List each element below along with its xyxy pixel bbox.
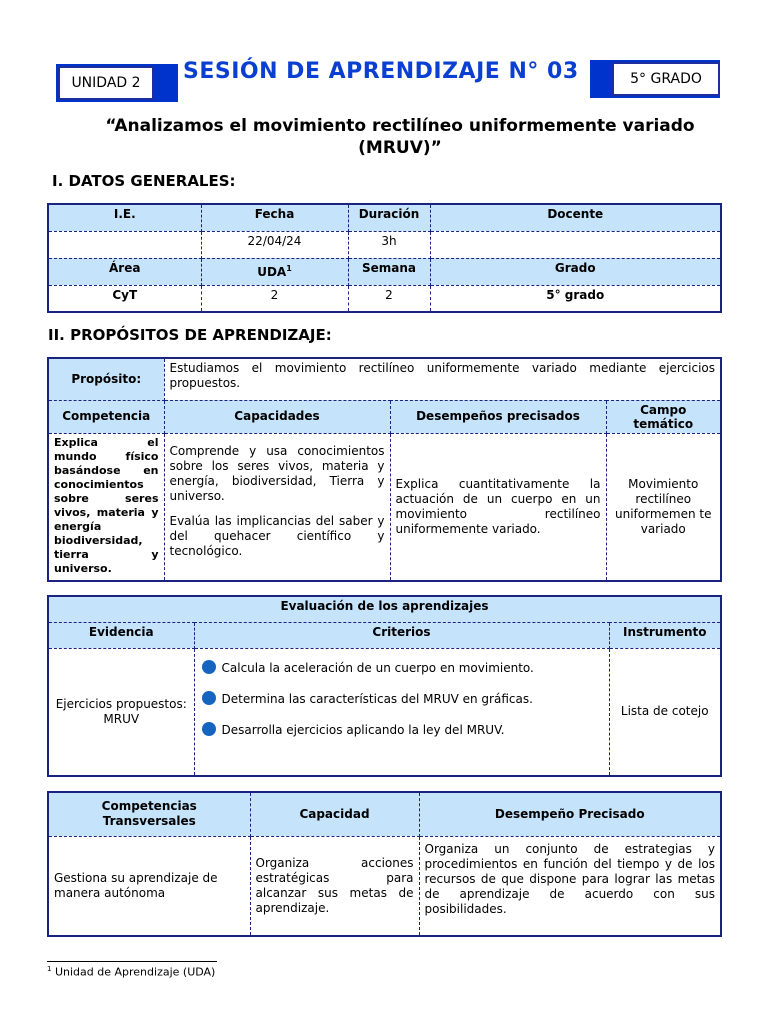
datos-header-semana: Semana	[348, 258, 430, 285]
criterio-item	[202, 722, 604, 738]
evaluacion-table	[47, 595, 722, 777]
criterio-text: Calcula la aceleración de un cuerpo en movimiento.	[221, 660, 534, 675]
datos-value-semana: 2	[348, 285, 430, 312]
datos-value-ie	[48, 231, 201, 258]
evaluacion-title: Evaluación de los aprendizajes	[48, 596, 721, 622]
datos-header-duracion: Duración	[348, 204, 430, 231]
datos-value-grado: 5° grado	[430, 285, 721, 312]
capacidad-1: Comprende y usa conocimientos sobre los seres vivos, materia y energía, biodiversidad, Tierra y universo.	[169, 443, 385, 503]
criterio-text: Determina las características del MRUV en gráficas.	[221, 691, 533, 706]
uda-footnote-ref: 1	[286, 263, 292, 273]
bullet-icon	[202, 722, 216, 736]
criterio-text: Desarrolla ejercicios aplicando la ley del MRUV.	[221, 722, 505, 737]
propositos-table	[47, 357, 722, 582]
transversales-table	[47, 791, 722, 937]
eval-header-instrumento: Instrumento	[609, 622, 721, 648]
datos-table	[47, 203, 722, 313]
criterio-item	[202, 660, 604, 676]
session-subtitle: “Analizamos el movimiento rectilíneo uniformemente variado (MRUV)”	[105, 116, 695, 158]
campo-tematico-text: Movimiento rectilíneo uniformemen te variado	[606, 433, 721, 581]
proposito-text: Estudiamos el movimiento rectilíneo uniformemente variado mediante ejercicios propuestos.	[164, 358, 721, 400]
bullet-icon	[202, 691, 216, 705]
bullet-icon	[202, 660, 216, 674]
datos-header-ie: I.E.	[48, 204, 201, 231]
section-heading-propositos: II. PROPÓSITOS DE APRENDIZAJE:	[48, 326, 332, 344]
trans-capacidad-text: Organiza acciones estratégicas para alcanzar sus metas de aprendizaje.	[250, 836, 419, 936]
datos-value-docente	[430, 231, 721, 258]
proposito-label: Propósito:	[48, 358, 164, 400]
criterio-item	[202, 691, 604, 707]
datos-value-fecha: 22/04/24	[201, 231, 348, 258]
footnote	[47, 965, 215, 979]
competencia-text: Explica el mundo físico basándose en conocimientos sobre seres vivos, materia y energía biodiversidad, tierra y universo.	[48, 433, 164, 581]
datos-value-duracion: 3h	[348, 231, 430, 258]
eval-header-criterios: Criterios	[194, 622, 609, 648]
datos-value-uda: 2	[201, 285, 348, 312]
uda-label: UDA	[257, 264, 287, 279]
capacidades-cell	[164, 433, 390, 581]
datos-header-uda	[201, 258, 348, 285]
prop-header-campo: Campo temático	[606, 400, 721, 433]
trans-header-competencias: Competencias Transversales	[48, 792, 250, 836]
evidencia-text: Ejercicios propuestos: MRUV	[48, 648, 194, 776]
datos-header-fecha: Fecha	[201, 204, 348, 231]
unidad-badge	[58, 66, 154, 100]
instrumento-text: Lista de cotejo	[609, 648, 721, 776]
prop-header-desempenos: Desempeños precisados	[390, 400, 606, 433]
datos-header-grado: Grado	[430, 258, 721, 285]
footnote-text: Unidad de Aprendizaje (UDA)	[54, 965, 216, 979]
criterios-cell	[194, 648, 609, 776]
trans-header-capacidad: Capacidad	[250, 792, 419, 836]
trans-header-desempeno: Desempeño Precisado	[419, 792, 721, 836]
prop-header-capacidades: Capacidades	[164, 400, 390, 433]
datos-value-area: CyT	[48, 285, 201, 312]
datos-header-area: Área	[48, 258, 201, 285]
prop-header-competencia: Competencia	[48, 400, 164, 433]
trans-desempeno-text: Organiza un conjunto de estrategias y procedimientos en función del tiempo y de los recursos de que dispone para lograr las metas de aprendizaje de acuerdo con sus posibilidades.	[419, 836, 721, 936]
footnote-number: 1	[47, 965, 52, 973]
capacidad-2: Evalúa las implicancias del saber y del quehacer científico y tecnológico.	[169, 513, 385, 558]
grado-label: 5° GRADO	[630, 71, 702, 87]
datos-header-docente: Docente	[430, 204, 721, 231]
footnote-divider	[47, 961, 217, 962]
section-heading-datos: I. DATOS GENERALES:	[52, 172, 236, 190]
desempeno-text: Explica cuantitativamente la actuación de un cuerpo en un movimiento rectilíneo uniformemente variado.	[390, 433, 606, 581]
page-title: SESIÓN DE APRENDIZAJE N° 03	[183, 59, 579, 84]
grado-badge	[612, 62, 720, 96]
eval-header-evidencia: Evidencia	[48, 622, 194, 648]
trans-competencia-text: Gestiona su aprendizaje de manera autónoma	[48, 836, 250, 936]
unidad-label: UNIDAD 2	[71, 75, 141, 91]
